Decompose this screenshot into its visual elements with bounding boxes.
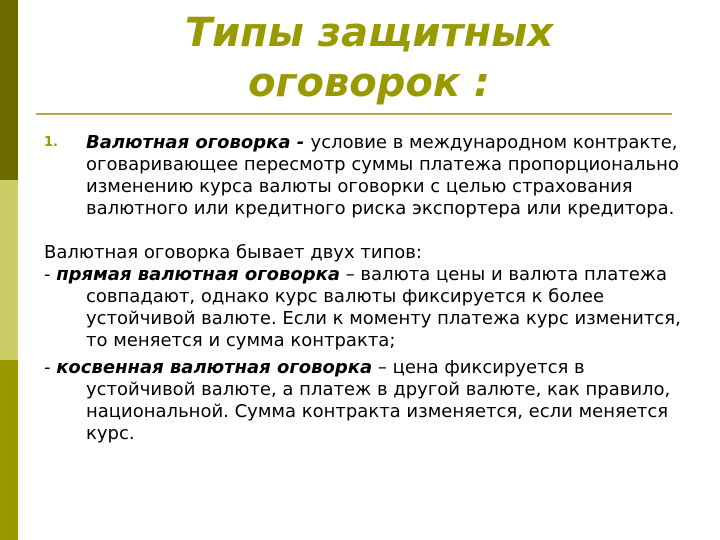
direct-clause-paragraph (44, 264, 684, 352)
dash: - (44, 264, 57, 285)
indirect-clause-paragraph (44, 357, 684, 445)
slide-body (44, 132, 684, 450)
spacer (44, 220, 684, 242)
side-bar-middle (0, 180, 18, 360)
side-bar-bottom (0, 360, 18, 540)
indirect-clause-text: – цена фиксируется в устойчивой валюте, а платеж в другой валюте, как правило, национальной. Сумма контракта изменяется, если меняется курс. (86, 357, 671, 444)
side-bar-top (0, 0, 18, 180)
slide-title (18, 8, 720, 108)
direct-clause-term: прямая валютная оговорка (56, 264, 340, 285)
item-definition: условие в международном контракте, оговаривающее пересмотр суммы платежа пропорционально изменению курса валюты оговорки с целью страхования валютного или кредитного риска экспортера или кредитора. (86, 132, 679, 219)
title-divider (36, 113, 672, 115)
types-intro: Валютная оговорка бывает двух типов: (44, 242, 422, 263)
slide-title-line-2: оговорок : (248, 60, 490, 106)
direct-clause-text: – валюта цены и валюта платежа совпадают, однако курс валюты фиксируется к более устойчивой валюте. Если к моменту платежа курс изменится, то меняется и сумма контракта; (86, 264, 681, 351)
item-term: Валютная оговорка - (86, 132, 311, 153)
item-number: 1. (44, 135, 58, 150)
numbered-item-1 (44, 132, 684, 220)
dash: - (44, 357, 57, 378)
slide-title-line-1: Типы защитных (184, 10, 554, 56)
indirect-clause-term: косвенная валютная оговорка (56, 357, 373, 378)
